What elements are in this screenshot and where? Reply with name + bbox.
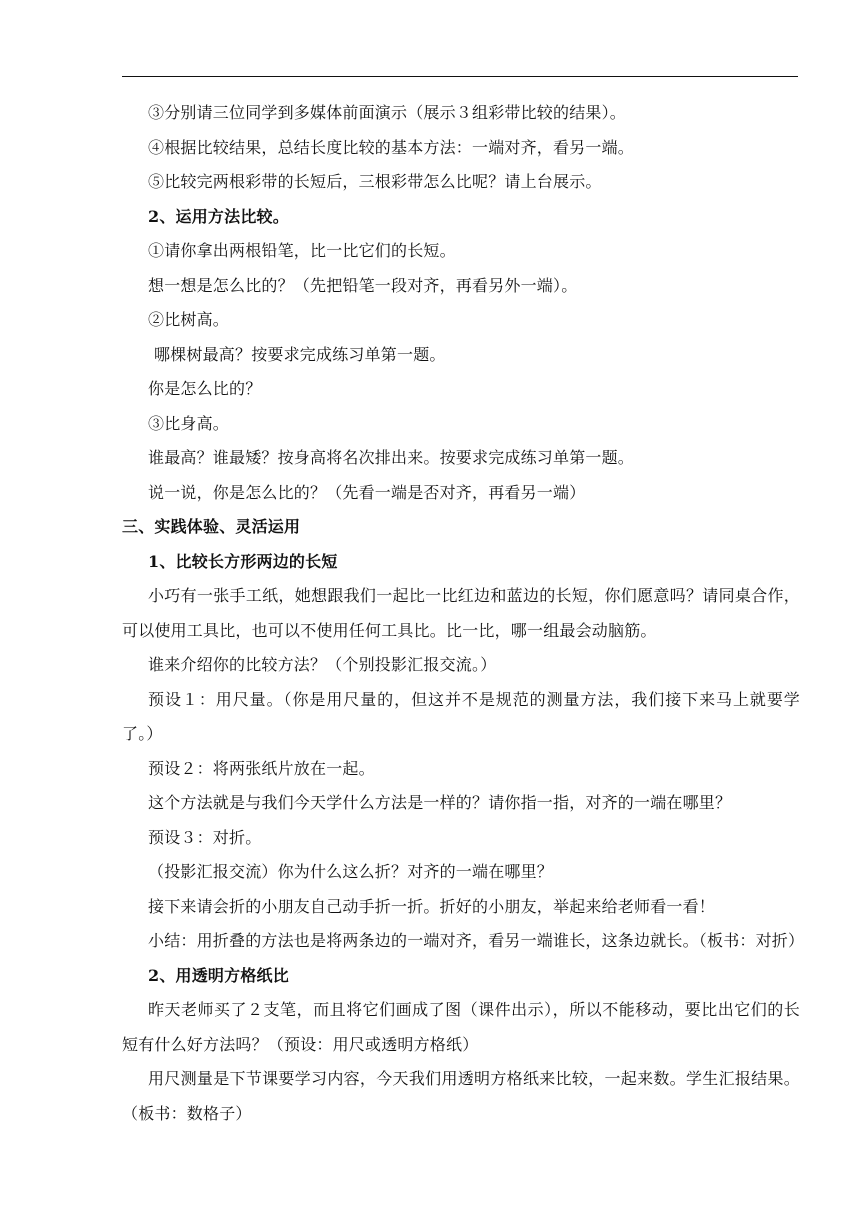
paragraph: ④根据比较结果，总结长度比较的基本方法：一端对齐，看另一端。	[148, 137, 635, 157]
paragraph: ②比树高。	[148, 310, 230, 329]
paragraph: 谁最高？谁最矮？按身高将名次排出来。按要求完成练习单第一题。	[148, 448, 635, 467]
section-heading: 1、比较长方形两边的长短	[148, 551, 338, 571]
paragraph: 你是怎么比的？	[148, 379, 262, 398]
paragraph: ③分别请三位同学到多媒体前面演示（展示３组彩带比较的结果）。	[148, 103, 627, 122]
paragraph: 用尺测量是下节课要学习内容，今天我们用透明方格纸来比较，一起来数。学生汇报结果。（板书：数格子）	[122, 1069, 800, 1123]
paragraph: 接下来请会折的小朋友自己动手折一折。折好的小朋友，举起来给老师看一看！	[148, 896, 716, 916]
paragraph: 昨天老师买了２支笔，而且将它们画成了图（课件出示），所以不能移动，要比出它们的长短有什么好方法吗？（预设：用尺或透明方格纸）	[122, 1000, 800, 1054]
paragraph: 小结：用折叠的方法也是将两条边的一端对齐，看另一端谁长，这条边就长。（板书：对折）	[148, 931, 805, 950]
paragraph: 这个方法就是与我们今天学什么方法是一样的？请你指一指，对齐的一端在哪里？	[148, 793, 732, 812]
section-heading: 2、用透明方格纸比	[148, 965, 289, 985]
section-heading: 2、运用方法比较。	[148, 206, 289, 226]
paragraph: 预设３：对折。	[148, 827, 262, 847]
paragraph: 哪棵树最高？按要求完成练习单第一题。	[154, 344, 446, 364]
paragraph: 说一说，你是怎么比的？（先看一端是否对齐，再看另一端）	[148, 482, 586, 502]
paragraph: ①请你拿出两根铅笔，比一比它们的长短。	[148, 241, 456, 260]
paragraph: （投影汇报交流）你为什么这么折？对齐的一端在哪里？	[148, 862, 554, 881]
header-rule	[122, 76, 798, 77]
paragraph: 小巧有一张手工纸，她想跟我们一起比一比红边和蓝边的长短，你们愿意吗？请同桌合作，可以使用工具比，也可以不使用任何工具比。比一比，哪一组最会动脑筋。	[122, 586, 800, 640]
paragraph: 想一想是怎么比的？（先把铅笔一段对齐，再看另外一端）。	[148, 275, 578, 295]
paragraph: 谁来介绍你的比较方法？（个别投影汇报交流。）	[148, 655, 497, 674]
paragraph: ⑤比较完两根彩带的长短后，三根彩带怎么比呢？请上台展示。	[148, 172, 602, 191]
paragraph: 预设１：用尺量。（你是用尺量的，但这并不是规范的测量方法，我们接下来马上就要学了。）	[122, 689, 800, 743]
paragraph: 预设２：将两张纸片放在一起。	[148, 758, 375, 778]
paragraph: ③比身高。	[148, 413, 230, 433]
section-heading: 三、实践体验、灵活运用	[122, 517, 301, 536]
document-body	[122, 96, 805, 1131]
